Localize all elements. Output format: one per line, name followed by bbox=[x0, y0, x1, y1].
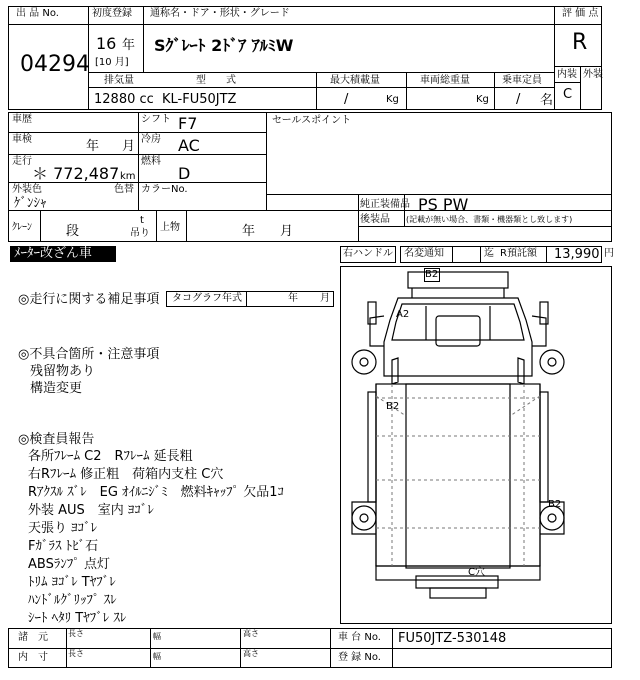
reg-year: 16 bbox=[96, 34, 117, 53]
damage-mark-b2-left: B2 bbox=[386, 401, 400, 412]
aftermarket-label: 後装品 bbox=[360, 214, 390, 225]
recycle-value: 13,990 bbox=[554, 247, 600, 262]
inspector-title: ◎検査員報告 bbox=[18, 432, 95, 447]
upper-year: 年 bbox=[242, 224, 256, 239]
steering-value: 右ハンドル bbox=[343, 248, 393, 259]
displacement-value: 12880 cc bbox=[94, 92, 154, 107]
lot-label: 出 品 No. bbox=[16, 8, 59, 19]
upper-label: 上物 bbox=[160, 222, 180, 233]
inner-height-label: 高さ bbox=[243, 649, 259, 658]
capacity-label: 乗車定員 bbox=[502, 75, 542, 86]
displacement-label: 排気量 bbox=[104, 75, 134, 86]
inner-label: 内 寸 bbox=[18, 652, 48, 663]
defect-title: ◎不具合箇所・注意事項 bbox=[18, 347, 160, 362]
length-label: 長さ bbox=[68, 629, 84, 638]
report-line: Fｶﾞﾗｽ ﾄﾋﾞ石 bbox=[28, 539, 99, 554]
name-label: 通称名・ドア・形状・グレード bbox=[150, 8, 290, 19]
capacity-sep: / bbox=[516, 92, 521, 107]
load-unit: Kg bbox=[386, 94, 399, 105]
car-name: Sｸﾞﾚｰﾄ 2ﾄﾞｱ ｱﾙﾐW bbox=[154, 36, 294, 55]
load-sep: / bbox=[344, 92, 349, 107]
inner-length-label: 長さ bbox=[68, 649, 84, 658]
aftermarket-note: (記載が無い場合、書類・機器類とし致します) bbox=[406, 215, 573, 224]
first-reg-label: 初度登録 bbox=[92, 8, 132, 19]
tacho-month: 月 bbox=[320, 293, 330, 304]
crane-ton: t bbox=[140, 215, 144, 226]
inspection-year-unit: 年 bbox=[86, 139, 100, 154]
gross-label: 車両総重量 bbox=[420, 75, 470, 86]
reg-no-label: 登 録 No. bbox=[338, 652, 381, 663]
color-change-label: 色替 bbox=[114, 184, 134, 195]
damage-mark-b2-roof: B2 bbox=[425, 269, 439, 280]
ac-value: AC bbox=[178, 136, 200, 155]
model-label: 型 式 bbox=[196, 75, 236, 86]
report-line: 各所ﾌﾚｰﾑ C2 Rﾌﾚｰﾑ 延長粗 bbox=[28, 449, 193, 464]
reg-month: [10 月] bbox=[95, 57, 129, 68]
model-value: KL-FU50JTZ bbox=[162, 92, 237, 107]
inspection-month-unit: 月 bbox=[122, 139, 136, 154]
report-line: 右Rﾌﾚｰﾑ 修正粗 荷箱内支柱 C穴 bbox=[28, 467, 224, 482]
crane-stage: 段 bbox=[66, 224, 80, 239]
tacho-label: タコグラフ年式 bbox=[172, 293, 242, 304]
lot-number: 04294 bbox=[20, 52, 90, 77]
shift-value: F7 bbox=[178, 114, 198, 133]
shift-label: シフト bbox=[141, 114, 171, 125]
tacho-year: 年 bbox=[288, 293, 298, 304]
inspection-label: 車検 bbox=[12, 134, 32, 145]
report-line: Rｱｸｽﾙ ｽﾞﾚ EG ｵｲﾙﾆｼﾞﾐ 燃料ｷｬｯﾌﾟ 欠品1ｺ bbox=[28, 485, 284, 500]
meter-tampered-badge: ﾒｰﾀｰ改ざん車 bbox=[10, 246, 116, 262]
interior-grade: C bbox=[563, 87, 573, 102]
gross-unit: Kg bbox=[476, 94, 489, 105]
fuel-value: D bbox=[178, 164, 191, 183]
color-label: 外装色 bbox=[12, 184, 42, 195]
recycle-unit: 円 bbox=[604, 248, 614, 259]
report-line: ｼｰﾄ ﾍﾀﾘ Tﾔﾌﾞﾚ ｽﾚ bbox=[28, 611, 127, 626]
chassis-label: 車 台 No. bbox=[338, 632, 381, 643]
defect-item: 構造変更 bbox=[30, 381, 83, 396]
sales-point-label: セールスポイント bbox=[272, 115, 352, 126]
damage-mark-b2-right: B2 bbox=[548, 499, 562, 510]
report-line: 天張り ﾖｺﾞﾚ bbox=[28, 521, 98, 536]
color-value: ｹﾞﾝｼｬ bbox=[14, 196, 47, 211]
std-equip-value: PS PW bbox=[418, 195, 469, 214]
report-line: 外装 AUS 室内 ﾖｺﾞﾚ bbox=[28, 503, 154, 518]
specs-label: 諸 元 bbox=[18, 632, 48, 643]
reg-year-unit: 年 bbox=[122, 38, 136, 53]
interior-label: 内装 bbox=[557, 69, 577, 80]
damage-mark-c-hole: C穴 bbox=[468, 567, 485, 578]
fuel-label: 燃料 bbox=[141, 156, 161, 167]
driving-title: ◎走行に関する補足事項 bbox=[18, 292, 160, 307]
upper-month: 月 bbox=[280, 224, 294, 239]
crane-label: ｸﾚｰﾝ bbox=[12, 222, 32, 233]
width-label: 幅 bbox=[153, 632, 161, 641]
name-change-label: 名変通知 bbox=[404, 248, 444, 259]
chassis-value: FU50JTZ-530148 bbox=[398, 631, 507, 646]
color-code-label: カラーNo. bbox=[141, 184, 188, 195]
damage-mark-a2-cab: A2 bbox=[396, 309, 410, 320]
deadline-label: 迄 bbox=[484, 248, 494, 259]
grade-label: 評 価 点 bbox=[562, 8, 599, 19]
history-label: 車歴 bbox=[12, 114, 32, 125]
report-line: ﾄﾘﾑ ﾖｺﾞﾚ Tﾔﾌﾞﾚ bbox=[28, 575, 116, 590]
capacity-unit: 名 bbox=[540, 93, 554, 108]
inner-width-label: 幅 bbox=[153, 652, 161, 661]
defect-item: 残留物あり bbox=[30, 364, 96, 379]
report-line: ABSﾗﾝﾌﾟ 点灯 bbox=[28, 557, 110, 572]
crane-lift: 吊り bbox=[130, 228, 150, 239]
overall-grade: R bbox=[572, 30, 588, 55]
recycle-label: R預託額 bbox=[500, 248, 537, 259]
height-label: 高さ bbox=[243, 629, 259, 638]
mileage-label: 走行 bbox=[12, 156, 32, 167]
load-label: 最大積載量 bbox=[330, 75, 380, 86]
report-line: ﾊﾝﾄﾞﾙｸﾞﾘｯﾌﾟ ｽﾚ bbox=[28, 593, 117, 608]
std-equip-label: 純正装備品 bbox=[360, 199, 410, 210]
ac-label: 冷房 bbox=[141, 134, 161, 145]
exterior-label: 外装 bbox=[583, 69, 603, 80]
mileage-unit: km bbox=[120, 171, 136, 182]
mileage-value: ＊ 772,487 bbox=[32, 164, 120, 183]
